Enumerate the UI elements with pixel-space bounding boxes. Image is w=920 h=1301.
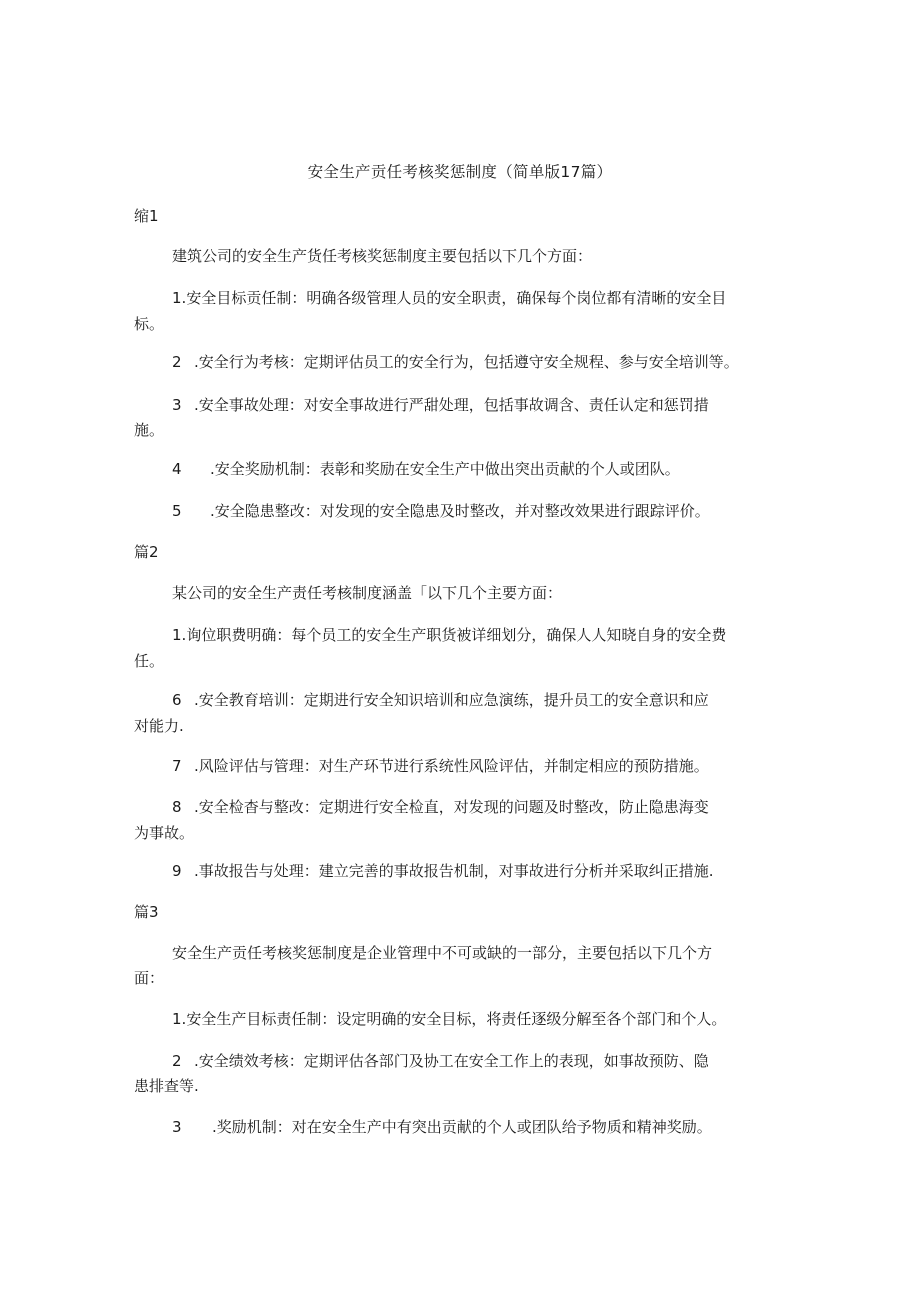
section-intro: 建筑公司的安全生产货任考核奖惩制度主要包括以下几个方面：: [172, 247, 593, 265]
list-item: 1.询位职费明确：每个员工的安全生产职货被详细划分，确保人人知晓自身的安全费: [172, 626, 727, 644]
page-title: 安全生产贡任考核奖惩制度（简单版17篇）: [307, 163, 613, 181]
list-item-continuation: 对能力.: [134, 717, 184, 735]
section-intro: 安全生产贡任考核奖惩制度是企业管理中不可或缺的一部分，主要包括以下几个方: [172, 944, 713, 962]
list-item: 1.安全目标贡任制：明确各级管理人员的安全职责，确保每个岗位都有清晰的安全目: [172, 289, 727, 307]
list-item-continuation: 患排查等.: [134, 1077, 199, 1095]
section-heading: 缩1: [134, 207, 159, 225]
list-item: 2 .安全行为考核：定期评估员工的安全行为，包括遵守安全规程、参与安全培训等。: [172, 353, 739, 371]
list-item-continuation: 标。: [134, 315, 165, 333]
list-item: 2 .安全绩效考核：定期评估各部门及协工在安全工作上的表现，如事故预防、隐: [172, 1052, 709, 1070]
list-item: 8 .安全检杳与整改：定期进行安全检直，对发现的问题及时整改，防止隐患海变: [172, 798, 709, 816]
list-item: 5 .安全隐患整改：对发现的安全隐患及时整改，并对整改效果进行跟踪评价。: [172, 502, 710, 520]
list-item: 1.安全生产目标责任制：设定明确的安全目标，将责任逐级分解至各个部门和个人。: [172, 1010, 727, 1028]
list-item: 9 .事故报告与处理：建立完善的事故报告机制，对事故进行分析并采取纠正措施.: [172, 862, 714, 880]
list-item: 3 .奖励机制：对在安全生产中有突出贡献的个人或团队给予物质和精神奖励。: [172, 1118, 712, 1136]
list-item-continuation: 任。: [134, 652, 165, 670]
list-item-continuation: 为事故。: [134, 824, 195, 842]
list-item: 4 .安全奖励机制：表彰和奖励在安全生产中做出突出贡献的个人或团队。: [172, 460, 680, 478]
section-intro-continuation: 面：: [134, 969, 165, 987]
list-item: 7 .风险评估与管理：对生产环节进行系统性风险评估，并制定相应的预防措施。: [172, 757, 709, 775]
section-heading: 篇3: [134, 903, 159, 921]
section-intro: 某公司的安全生产责任考核制度涵盖「以下几个主要方面：: [172, 584, 563, 602]
list-item: 6 .安全教育培训：定期进行安全知识培训和应急演练，提升员工的安全意识和应: [172, 691, 709, 709]
section-heading: 篇2: [134, 543, 159, 561]
list-item: 3 .安全事故处理：对安全事故进行严甜处理，包括事故调含、责任认定和惩罚措: [172, 396, 709, 414]
list-item-continuation: 施。: [134, 421, 165, 439]
